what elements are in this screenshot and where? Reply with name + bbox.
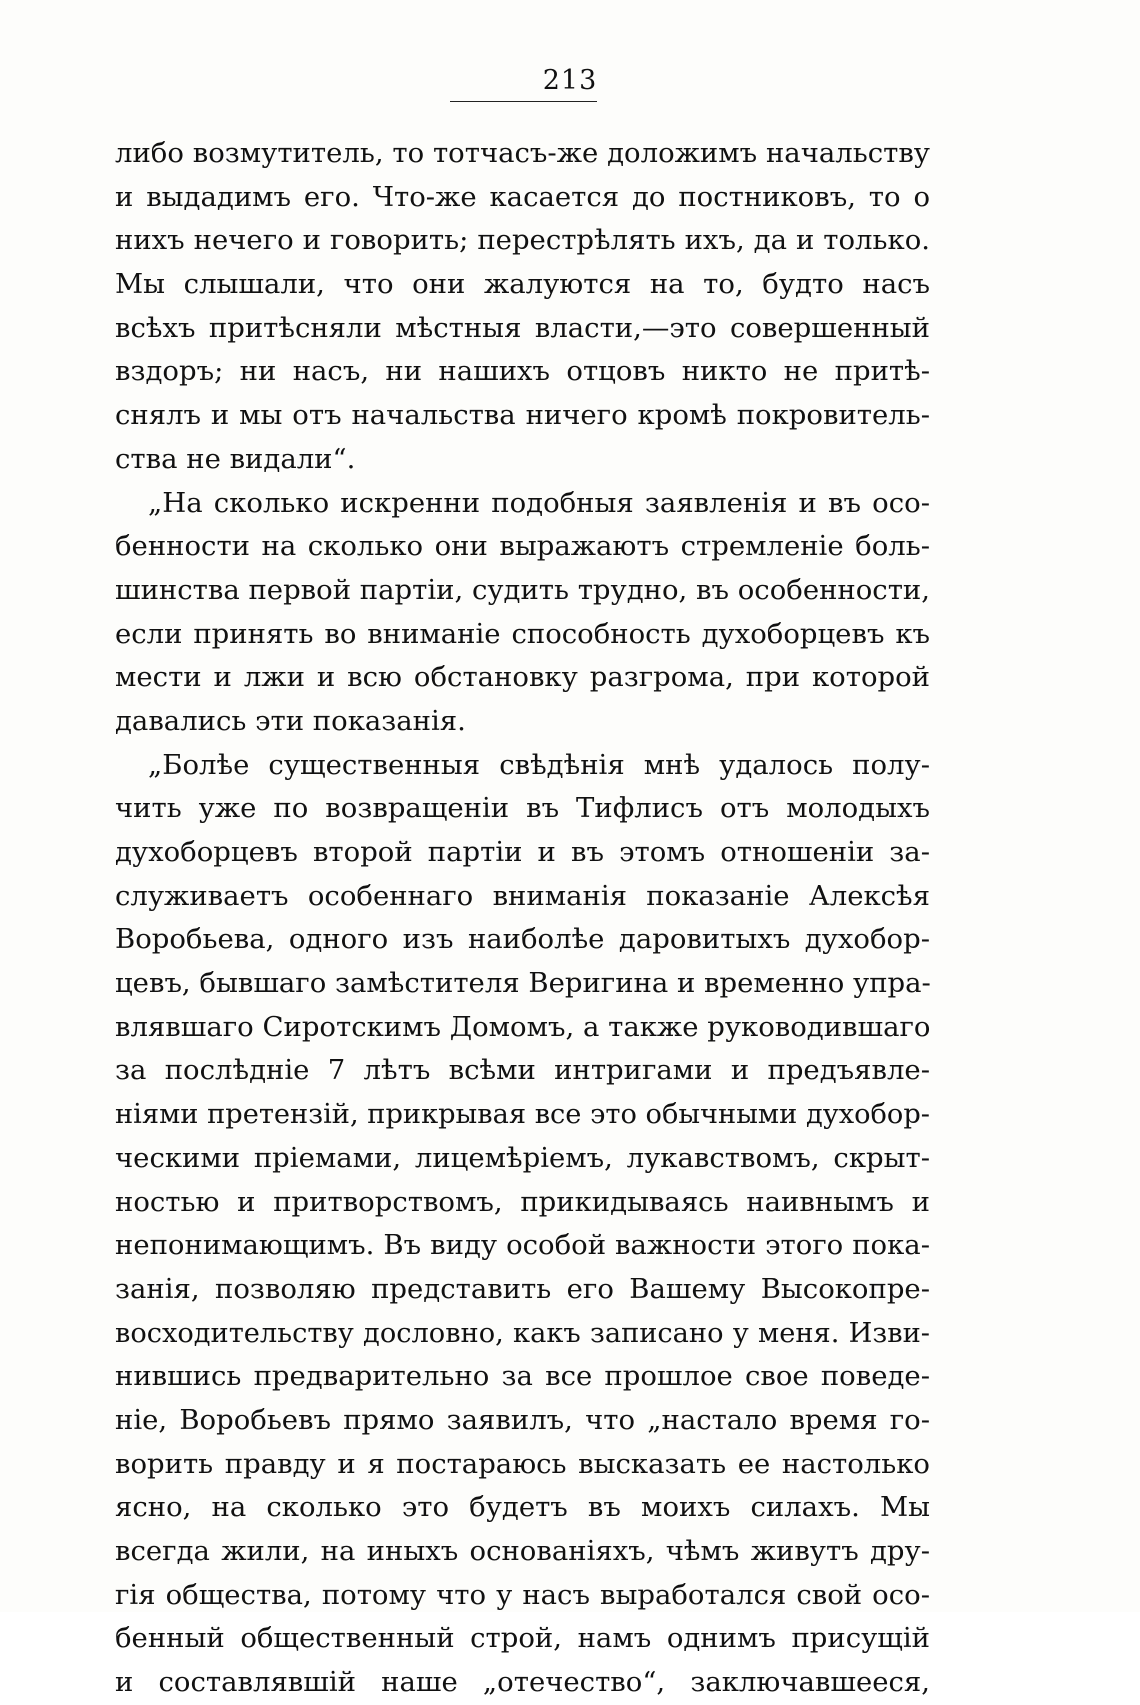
text-line: ства не видали“.: [115, 442, 356, 475]
text-line: за послѣдніе 7 лѣтъ всѣми интригами и предъявле-: [115, 1054, 930, 1087]
text-line: и выдадимъ его. Что-же касается до постниковъ, то о: [115, 180, 930, 213]
text-line: ніями претензій, прикрывая все это обычными духобор-: [115, 1099, 930, 1131]
text-line: либо возмутитель, то тотчасъ-же доложимъ начальству: [115, 137, 930, 169]
text-line: занія, позволяю представить его Вашему Высокопре-: [115, 1272, 930, 1305]
header-rule: [450, 101, 597, 102]
text-line: нихъ нечего и говорить; перестрѣлять ихъ, да и только.: [115, 224, 930, 257]
text-line: если принять во вниманіе способность духоборцевъ къ: [115, 617, 930, 650]
text-line: вздоръ; ни насъ, ни нашихъ отцовъ никто не притѣ-: [115, 355, 930, 388]
text-line: шинства первой партіи, судить трудно, въ особенности,: [115, 573, 930, 606]
text-line: ворить правду и я постараюсь высказать ее настолько: [115, 1447, 930, 1480]
text-line: духоборцевъ второй партіи и въ этомъ отношеніи за-: [115, 836, 930, 868]
body-text: [115, 132, 930, 1705]
text-line: ностью и притворствомъ, прикидываясь наивнымъ и: [115, 1185, 930, 1218]
text-line: ческими пріемами, лицемѣріемъ, лукавствомъ, скрыт-: [115, 1141, 930, 1174]
text-line: снялъ и мы отъ начальства ничего кромѣ покровитель-: [115, 399, 930, 432]
text-line: цевъ, бывшаго замѣстителя Веригина и временно упра-: [115, 967, 931, 1000]
text-line: мести и лжи и всю обстановку разгрома, при которой: [115, 661, 930, 694]
text-line: давались эти показанія.: [115, 704, 466, 737]
text-line: бенный общественный строй, намъ однимъ присущій: [115, 1622, 930, 1655]
text-line: ніе, Воробьевъ прямо заявилъ, что „настало время го-: [115, 1403, 930, 1436]
text-line: влявшаго Сиротскимъ Домомъ, а также руководившаго: [115, 1010, 931, 1043]
paragraph-first-line: „На сколько искренни подобныя заявленія и въ осо-: [148, 486, 930, 519]
text-line: Воробьева, одного изъ наиболѣе даровитыхъ духобор-: [115, 923, 930, 956]
text-line: всегда жили, на иныхъ основаніяхъ, чѣмъ живутъ дру-: [115, 1535, 930, 1567]
text-line: восходительству дословно, какъ записано у меня. Изви-: [115, 1317, 930, 1349]
text-line: Мы слышали, что они жалуются на то, будто насъ: [115, 268, 930, 301]
text-line: чить уже по возвращеніи въ Тифлисъ отъ молодыхъ: [115, 792, 930, 825]
paragraph-first-line: „Болѣе существенныя свѣдѣнія мнѣ удалось полу-: [148, 748, 930, 781]
text-line: всѣхъ притѣсняли мѣстныя власти,—это совершенный: [115, 311, 930, 344]
text-line: и составлявшій наше „отечество“, заключавшееся,: [115, 1666, 930, 1699]
page-number: 213: [542, 65, 598, 96]
text-line: гія общества, потому что у насъ выработался свой осо-: [115, 1578, 930, 1611]
text-line: ясно, на сколько это будетъ въ моихъ силахъ. Мы: [115, 1491, 930, 1524]
text-line: служиваетъ особеннаго вниманія показаніе Алексѣя: [115, 879, 930, 912]
text-line: бенности на сколько они выражаютъ стремленіе боль-: [115, 530, 930, 563]
text-line: нившись предварительно за все прошлое свое поведе-: [115, 1360, 930, 1393]
text-line: непонимающимъ. Въ виду особой важности этого пока-: [115, 1229, 930, 1262]
